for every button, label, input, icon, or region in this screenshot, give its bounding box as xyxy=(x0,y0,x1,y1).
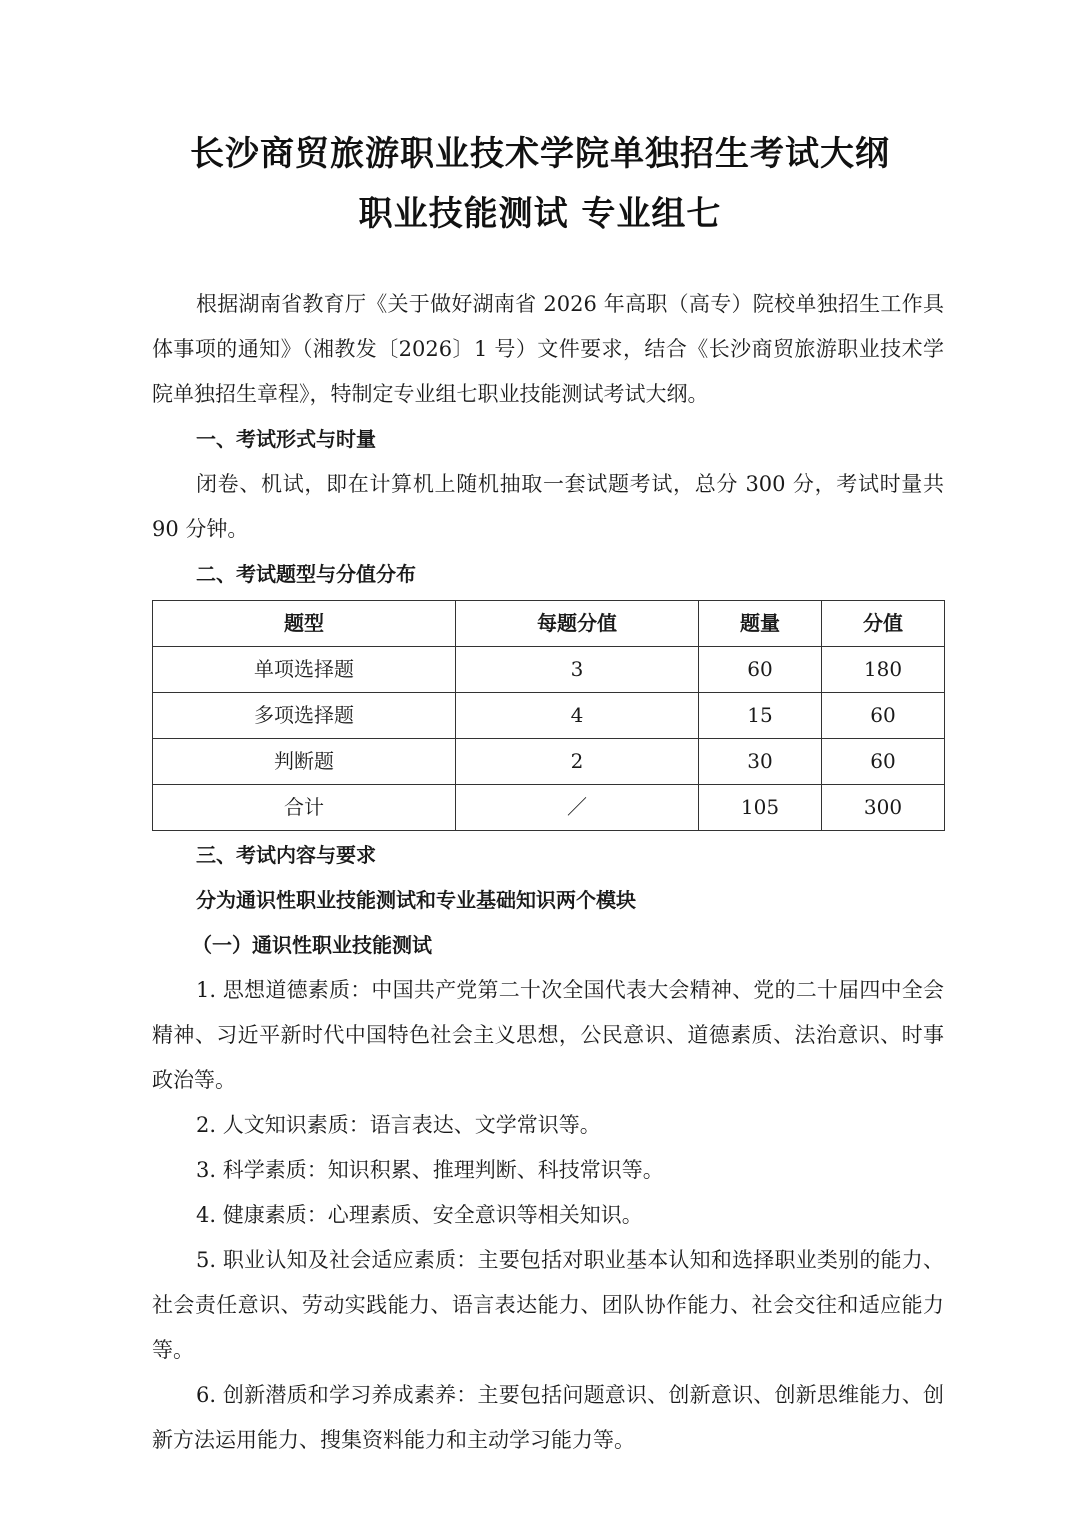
table-cell: 2 xyxy=(456,739,699,785)
table-header-cell: 分值 xyxy=(822,601,945,647)
table-cell: 300 xyxy=(822,785,945,831)
list-item: 3. 科学素质：知识积累、推理判断、科技常识等。 xyxy=(196,1158,664,1182)
table-row xyxy=(153,693,945,739)
table-cell: 单项选择题 xyxy=(153,647,456,693)
document-title: 长沙商贸旅游职业技术学院单独招生考试大纲 xyxy=(190,134,890,174)
document-subtitle: 职业技能测试 专业组七 xyxy=(358,194,722,234)
table-header-cell: 每题分值 xyxy=(456,601,699,647)
list-item: 6. 创新潜质和学习养成素养：主要包括问题意识、创新意识、创新思维能力、创新方法运用能力、搜集资料能力和主动学习能力等。 xyxy=(152,1383,944,1452)
section3-subheading: 分为通识性职业技能测试和专业基础知识两个模块 xyxy=(196,888,636,912)
table-row xyxy=(153,647,945,693)
table-cell: 4 xyxy=(456,693,699,739)
table-header-cell: 题型 xyxy=(153,601,456,647)
table-cell: 15 xyxy=(699,693,822,739)
table-cell: 多项选择题 xyxy=(153,693,456,739)
list-item: 5. 职业认知及社会适应素质：主要包括对职业基本认知和选择职业类别的能力、社会责任意识、劳动实践能力、语言表达能力、团队协作能力、社会交往和适应能力等。 xyxy=(152,1248,944,1362)
list-item: 4. 健康素质：心理素质、安全意识等相关知识。 xyxy=(196,1203,643,1227)
score-table xyxy=(152,600,945,831)
table-cell: 60 xyxy=(699,647,822,693)
table-cell: 合计 xyxy=(153,785,456,831)
table-cell: 60 xyxy=(822,693,945,739)
table-cell: ／ xyxy=(456,785,699,831)
table-cell: 105 xyxy=(699,785,822,831)
table-cell: 60 xyxy=(822,739,945,785)
document-body xyxy=(152,282,944,1463)
section1-heading: 一、考试形式与时量 xyxy=(196,427,376,451)
section1-paragraph: 闭卷、机试，即在计算机上随机抽取一套试题考试，总分 300 分，考试时量共 90 分钟。 xyxy=(152,472,944,541)
table-cell: 180 xyxy=(822,647,945,693)
section2-heading: 二、考试题型与分值分布 xyxy=(196,562,416,586)
section3-heading: 三、考试内容与要求 xyxy=(196,843,376,867)
subsection1-heading: （一）通识性职业技能测试 xyxy=(192,933,432,957)
table-cell: 3 xyxy=(456,647,699,693)
list-item: 2. 人文知识素质：语言表达、文学常识等。 xyxy=(196,1113,601,1137)
table-header-cell: 题量 xyxy=(699,601,822,647)
list-item: 1. 思想道德素质：中国共产党第二十次全国代表大会精神、党的二十届四中全会精神、习近平新时代中国特色社会主义思想，公民意识、道德素质、法治意识、时事政治等。 xyxy=(152,978,944,1092)
table-total-row xyxy=(153,785,945,831)
table-header-row xyxy=(153,601,945,647)
table-cell: 判断题 xyxy=(153,739,456,785)
intro-paragraph: 根据湖南省教育厅《关于做好湖南省 2026 年高职（高专）院校单独招生工作具体事项的通知》（湘教发〔2026〕1 号）文件要求，结合《长沙商贸旅游职业技术学院单独招生章程》，特制定专业组七职业技能测试考试大纲。 xyxy=(152,292,944,406)
table-row xyxy=(153,739,945,785)
table-cell: 30 xyxy=(699,739,822,785)
